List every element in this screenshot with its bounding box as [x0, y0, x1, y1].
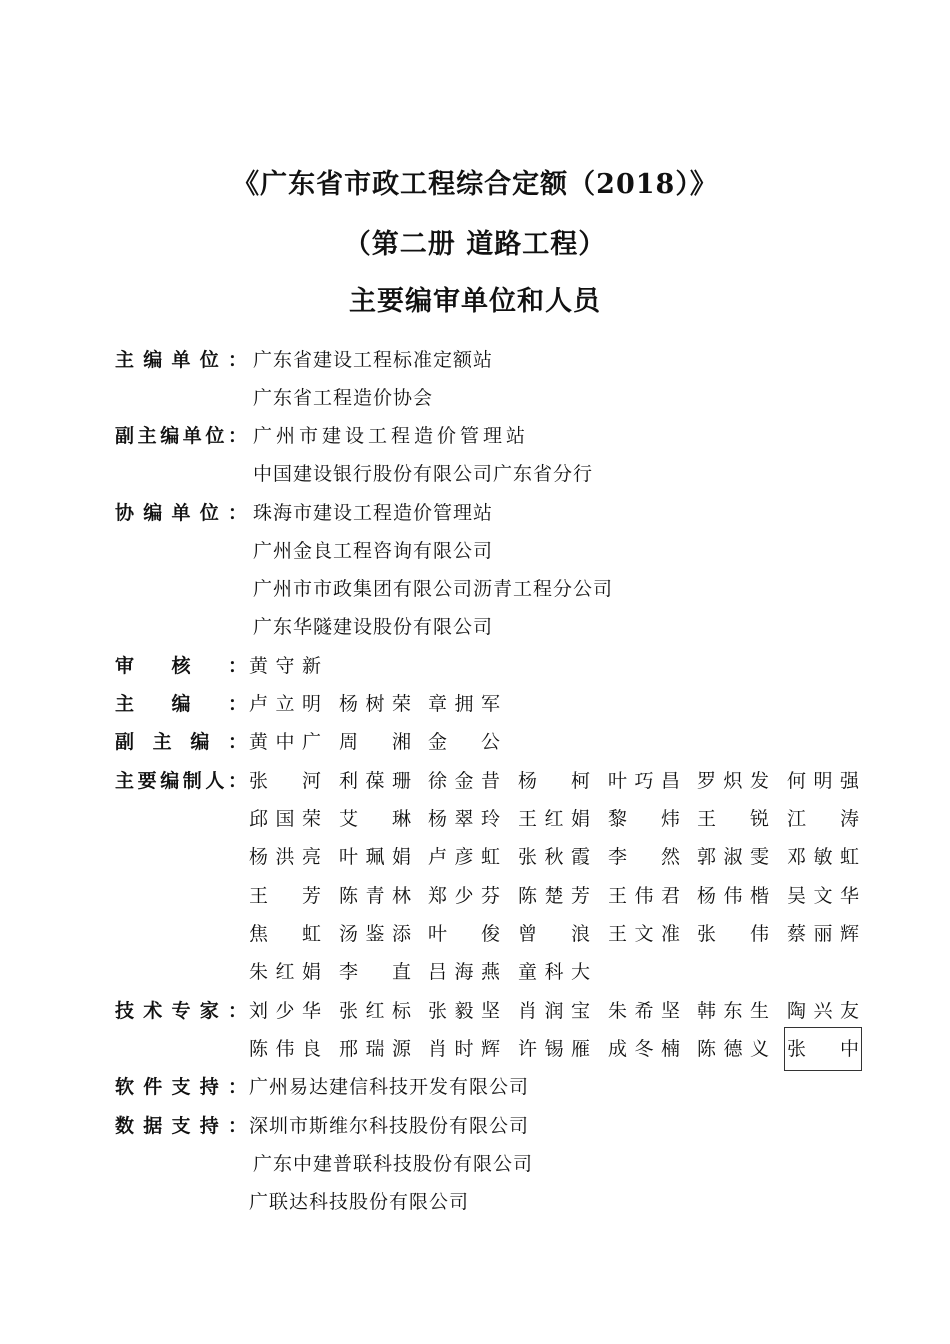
- main-editor-name: 艾琳: [339, 808, 411, 830]
- main-editor-name: 张秋霞: [518, 846, 590, 868]
- main-editor-name: 汤鉴添: [339, 923, 411, 945]
- data-support-unit-3: 广联达科技股份有限公司: [249, 1191, 470, 1213]
- expert-name: 肖润宝: [518, 1000, 590, 1022]
- main-editor-name: 张伟: [697, 923, 769, 945]
- data-support-unit-2: 广东中建普联科技股份有限公司: [253, 1153, 534, 1175]
- expert-name-boxed: 张中: [787, 1030, 859, 1068]
- chief-unit-2: 广东省工程造价协会: [253, 387, 434, 409]
- deputy-unit-label: 副主编单位：: [115, 425, 247, 447]
- chief-editor-label: 主编：: [115, 693, 247, 715]
- software-label: 软件支持：: [115, 1076, 247, 1098]
- deputy-unit-1: 广州市建设工程造价管理站: [253, 425, 530, 447]
- main-editor-name: 利葆珊: [339, 770, 411, 792]
- reviewer-name: 黄守新: [249, 655, 321, 677]
- software-unit: 广州易达建信科技开发有限公司: [249, 1076, 530, 1098]
- expert-name: 刘少华: [249, 1000, 321, 1022]
- main-editor-name: 杨伟楷: [697, 885, 769, 907]
- chief-unit-label: 主编单位：: [115, 349, 247, 371]
- deputy-editor-name: 黄中广: [249, 731, 321, 753]
- co-unit-2: 广州金良工程咨询有限公司: [253, 540, 494, 562]
- main-editor-name: 罗炽发: [697, 770, 769, 792]
- expert-name: 陶兴友: [787, 1000, 859, 1022]
- main-editor-name: 童科大: [518, 961, 590, 983]
- main-editor-name: 王伟君: [608, 885, 680, 907]
- document-title: 《广东省市政工程综合定额（2018）》: [232, 169, 718, 200]
- expert-name: 邢瑞源: [339, 1038, 411, 1060]
- main-editor-name: 王锐: [697, 808, 769, 830]
- main-editor-name: 李然: [608, 846, 680, 868]
- main-editor-name: 陈楚芳: [518, 885, 590, 907]
- reviewer-label: 审核：: [115, 655, 247, 677]
- main-editor-name: 陈青林: [339, 885, 411, 907]
- expert-name: 陈伟良: [249, 1038, 321, 1060]
- expert-name: 韩东生: [697, 1000, 769, 1022]
- deputy-unit-2: 中国建设银行股份有限公司广东省分行: [253, 463, 594, 485]
- co-unit-3: 广州市市政集团有限公司沥青工程分公司: [253, 578, 614, 600]
- main-editor-name: 朱红娟: [249, 961, 321, 983]
- expert-name: 许锡雁: [518, 1038, 590, 1060]
- chief-editor-name: 章拥军: [428, 693, 500, 715]
- data-support-unit-1: 深圳市斯维尔科技股份有限公司: [249, 1115, 530, 1137]
- main-editor-name: 郭淑雯: [697, 846, 769, 868]
- main-editor-name: 吴文华: [787, 885, 859, 907]
- expert-name: 张毅坚: [428, 1000, 500, 1022]
- document-heading: 主要编审单位和人员: [349, 286, 601, 317]
- co-unit-label: 协编单位：: [115, 502, 247, 524]
- deputy-editor-name: 金公: [428, 731, 500, 753]
- chief-editor-name: 杨树荣: [339, 693, 411, 715]
- main-editor-name: 蔡丽辉: [787, 923, 859, 945]
- deputy-editor-name: 周湘: [339, 731, 411, 753]
- main-editor-name: 何明强: [787, 770, 859, 792]
- deputy-editor-label: 副主编：: [115, 731, 247, 753]
- document-subtitle: （第二册 道路工程）: [343, 229, 607, 260]
- main-editor-name: 叶珮娟: [339, 846, 411, 868]
- main-editor-name: 曾浪: [518, 923, 590, 945]
- main-editor-name: 邓敏虹: [787, 846, 859, 868]
- main-editor-name: 吕海燕: [428, 961, 500, 983]
- main-editor-name: 杨柯: [518, 770, 590, 792]
- main-editor-name: 黎炜: [608, 808, 680, 830]
- co-unit-1: 珠海市建设工程造价管理站: [253, 502, 494, 524]
- experts-label: 技术专家：: [115, 1000, 247, 1022]
- main-editor-name: 江涛: [787, 808, 859, 830]
- main-editor-name: 王文准: [608, 923, 680, 945]
- expert-name: 肖时辉: [428, 1038, 500, 1060]
- main-editor-name: 焦虹: [249, 923, 321, 945]
- main-editor-name: 李直: [339, 961, 411, 983]
- main-editor-name: 徐金昔: [428, 770, 500, 792]
- main-editor-name: 叶俊: [428, 923, 500, 945]
- expert-name: 朱希坚: [608, 1000, 680, 1022]
- main-editor-name: 卢彦虹: [428, 846, 500, 868]
- main-editors-label: 主要编制人：: [115, 770, 247, 792]
- main-editor-name: 王红娟: [518, 808, 590, 830]
- main-editor-name: 王芳: [249, 885, 321, 907]
- co-unit-4: 广东华隧建设股份有限公司: [253, 616, 494, 638]
- main-editor-name: 郑少芬: [428, 885, 500, 907]
- chief-unit-1: 广东省建设工程标准定额站: [253, 349, 494, 371]
- main-editor-name: 杨洪亮: [249, 846, 321, 868]
- main-editor-name: 杨翠玲: [428, 808, 500, 830]
- chief-editor-name: 卢立明: [249, 693, 321, 715]
- expert-name: 成冬楠: [608, 1038, 680, 1060]
- main-editor-name: 张河: [249, 770, 321, 792]
- expert-name: 张红标: [339, 1000, 411, 1022]
- main-editor-name: 邱国荣: [249, 808, 321, 830]
- main-editor-name: 叶巧昌: [608, 770, 680, 792]
- data-support-label: 数据支持：: [115, 1115, 247, 1137]
- expert-name: 陈德义: [697, 1038, 769, 1060]
